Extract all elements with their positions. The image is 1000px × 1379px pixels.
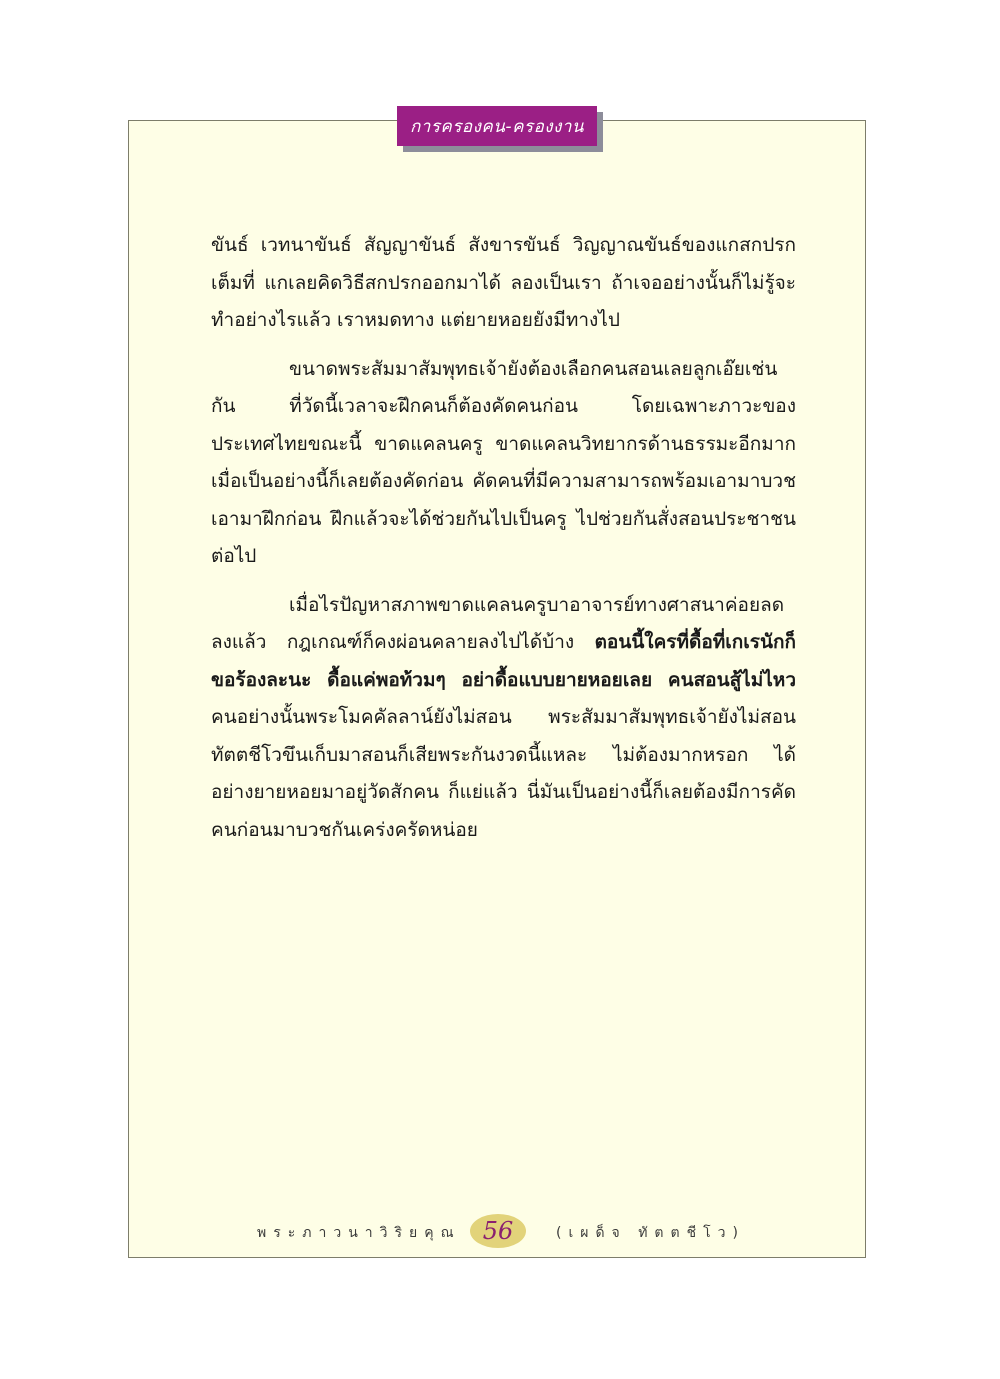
body-text: [211, 227, 796, 860]
paragraph-3-start: เมื่อไรปัญหาสภาพขาดแคลนครูบาอาจารย์ทางศาสนาค่อยลดลงแล้ว กฎเกณฑ์ก็คงผ่อนคลายลงไปได้บ้าง: [211, 593, 785, 653]
paragraph-3-bold: ตอนนี้ใครที่ดื้อที่เกเรนักก็ขอร้องละนะ ดื้อแค่พอท้วมๆ อย่าดื้อแบบยายหอยเลย คนสอนสู้ไม่ไหว: [211, 631, 796, 691]
page-number-badge: [470, 1214, 526, 1248]
paragraph-2: ขนาดพระสัมมาสัมพุทธเจ้ายังต้องเลือกคนสอนเลยลูกเอ๊ยเช่นกัน ที่วัดนี้เวลาจะฝึกคนก็ต้องคัดคนก่อน โดยเฉพาะภาวะของประเทศไทยขณะนี้ ขาดแคลนครู ขาดแคลนวิทยากรด้านธรรมะอีกมาก เมื่อเป็นอย่างนี้ก็เลยต้องคัดก่อน คัดคนที่มีความสามารถพร้อมเอามาบวชเอามาฝึกก่อน ฝึกแล้วจะได้ช่วยกันไปเป็นครู ไปช่วยกันสั่งสอนประชาชนต่อไป: [211, 357, 796, 567]
paragraph-3-end: คนอย่างนั้นพระโมคคัลลาน์ยังไม่สอน พระสัมมาสัมพุทธเจ้ายังไม่สอน ทัตตชีโวขึนเก็บมาสอนก็เสียพระกันงวดนี้แหละ ไม่ต้องมากหรอก ได้อย่างยายหอยมาอยู่วัดสักคน ก็แย่แล้ว นี่มันเป็นอย่างนี้ก็เลยต้องมีการคัดคนก่อนมาบวชกันเคร่งครัดหน่อย: [211, 706, 796, 841]
paragraph-3: [211, 587, 796, 850]
section-title: การครองคน-ครองงาน: [409, 116, 585, 137]
footer-book-title: พระภาวนาวิริยคุณ: [257, 1225, 461, 1241]
paragraph-1: ขันธ์ เวทนาขันธ์ สัญญาขันธ์ สังขารขันธ์ วิญญาณขันธ์ของแกสกปรกเต็มที่ แกเลยคิดวิธีสกปรกออกมาได้ ลองเป็นเรา ถ้าเจออย่างนั้นก็ไม่รู้จะทำอย่างไรแล้ว เราหมดทาง แต่ยายหอยยังมีทางไป: [211, 234, 796, 331]
page-number: 56: [482, 1217, 514, 1245]
footer: [0, 1214, 1000, 1250]
section-title-tab: [397, 106, 597, 146]
footer-author: (เผด็จ ทัตตชีโว): [556, 1225, 745, 1241]
